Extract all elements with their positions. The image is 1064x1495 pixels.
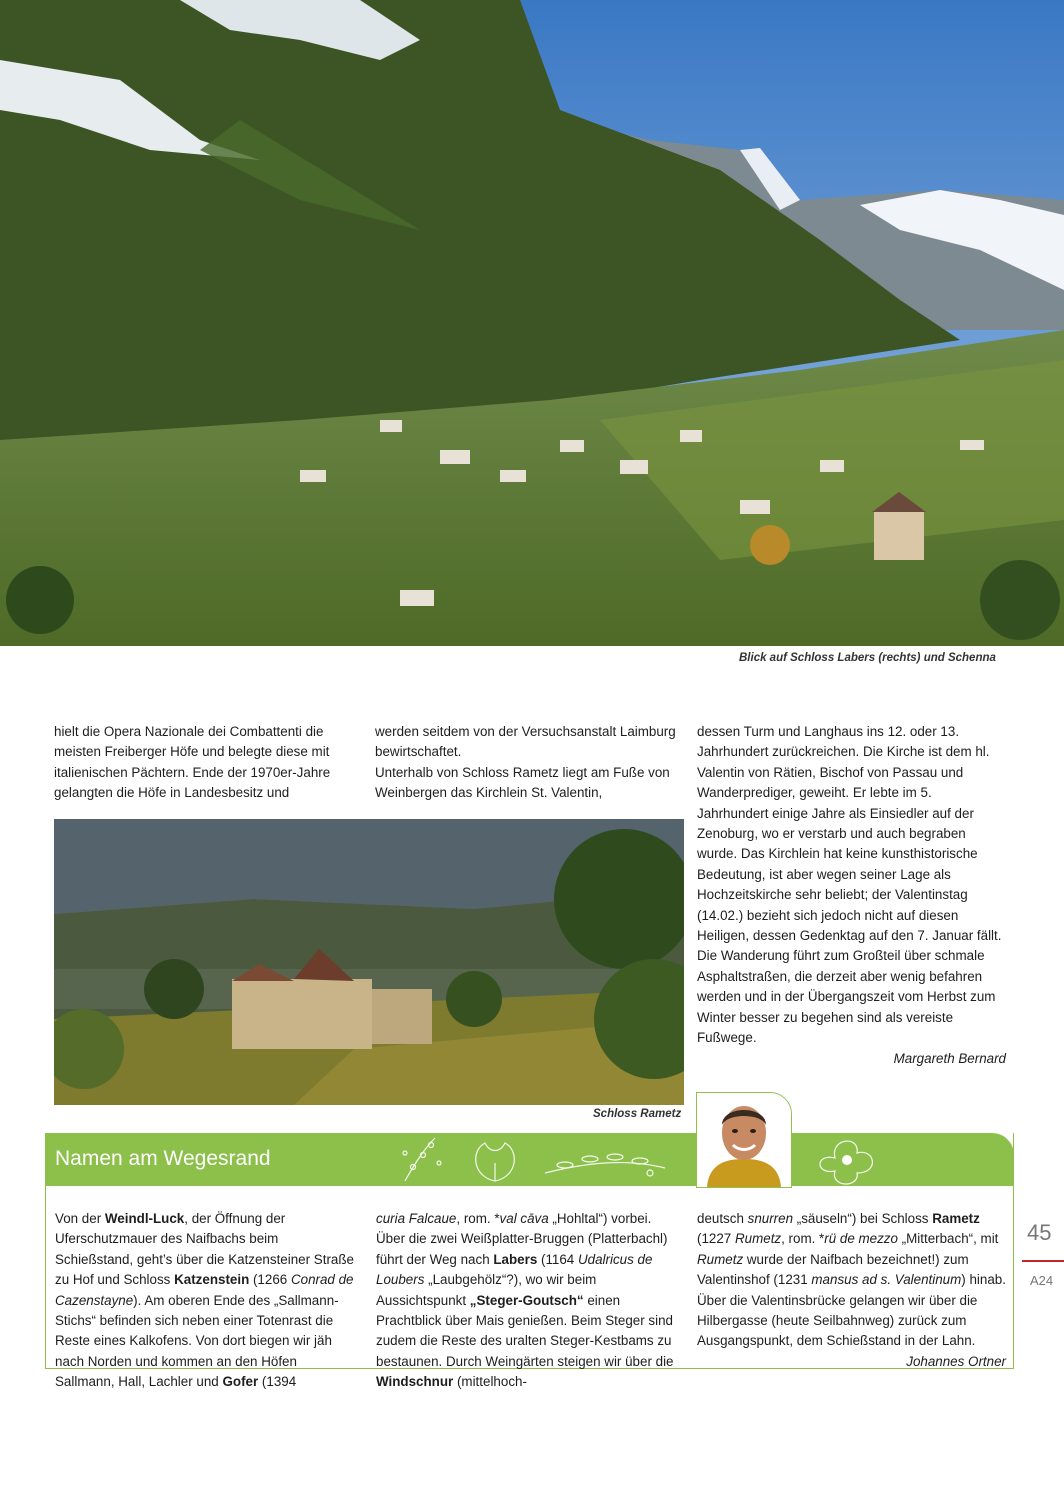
article-paragraph: Die Wanderung führt zum Großteil über schmale Asphaltstraßen, die derzeit aber wenig befahren werden und in der Übergangszeit vom Herbst zum Winter besser zu begehen sind als vereiste Fußwege. xyxy=(697,948,996,1046)
article-column-2 xyxy=(375,722,682,804)
article-column-3 xyxy=(697,722,1006,1069)
info-box-author: Johannes Ortner xyxy=(906,1353,1006,1369)
castle-photo xyxy=(54,819,684,1105)
info-box-column-2 xyxy=(376,1209,682,1393)
info-box-title: Namen am Wegesrand xyxy=(55,1147,271,1170)
hero-landscape xyxy=(0,0,1064,646)
article-paragraph: dessen Turm und Langhaus ins 12. oder 13. Jahrhundert zurückreichen. Die Kirche ist dem hl. Valentin von Rätien, Bischof von Passau und Wanderprediger, geweiht. Er lebte im 5. Jahrhundert einige Jahre als Einsiedler auf der Zenoburg, wo er verstarb und auch begraben wurde. Das Kirchlein hat keine kunsthistorische Bedeutung, ist aber wegen seiner Lage als Hochzeitskirche sehr beliebt; der Valentinstag (14.02.) bezieht sich jedoch nicht auf diesen Heiligen, dessen Gedenktag auf den 7. Januar fällt. xyxy=(697,724,1002,944)
hero-photo xyxy=(0,0,1064,646)
info-box-column-1 xyxy=(55,1209,360,1393)
author-portrait xyxy=(696,1092,792,1188)
article-column-1 xyxy=(54,722,361,804)
article-paragraph: werden seitdem von der Versuchsanstalt Laimburg bewirtschaftet. xyxy=(375,724,676,760)
info-paragraph: curia Falcaue, rom. *val cāva „Hohltal“) vorbei. Über die zwei Weißplatter-Bruggen (Platterbachl) führt der Weg nach Labers (1164 Udalricus de Loubers „Laubgehölz“?), wo wir beim Aussichtspunkt „Steger-Goutsch“ einen Prachtblick über Mais genießen. Beim Steger sind zudem die Reste des uralten Steger-Kestbams zu bestaunen. Durch Weingärten steigen wir über die Windschnur (mittelhoch- xyxy=(376,1211,674,1390)
info-paragraph: deutsch snurren „säuseln“) bei Schloss Rametz (1227 Rumetz, rom. *rü de mezzo „Mitterbach“, mit Rumetz wurde der Naifbach bezeichnet!) zum Valentinshof (1231 mansus ad s. Valentinum) hinab. Über die Valentinsbrücke gelangen wir über die Hilbergasse (heute Seilbahnweg) zurück zum Ausgangspunkt, dem Schießstand in der Lahn. xyxy=(697,1211,1006,1349)
page-code: A24 xyxy=(1030,1273,1054,1288)
castle-landscape xyxy=(54,819,684,1105)
hero-caption: Blick auf Schloss Labers (rechts) und Schenna xyxy=(739,652,996,664)
portrait-avatar xyxy=(697,1093,791,1187)
article-author: Margareth Bernard xyxy=(893,1050,1006,1066)
page-number: 45 xyxy=(1027,1220,1052,1245)
castle-caption: Schloss Rametz xyxy=(593,1108,682,1120)
article-paragraph: hielt die Opera Nazionale dei Combattenti die meisten Freiberger Höfe und belegte diese mit italienischen Pächtern. Ende der 1970er-Jahre gelangten die Höfe in Landesbesitz und xyxy=(54,724,331,801)
page-divider xyxy=(1022,1260,1064,1262)
article-paragraph: Unterhalb von Schloss Rametz liegt am Fuße von Weinbergen das Kirchlein St. Valentin, xyxy=(375,764,670,801)
info-box-column-3 xyxy=(697,1209,1006,1372)
info-paragraph: Von der Weindl-Luck, der Öffnung der Uferschutzmauer des Naifbachs beim Schießstand, geht’s über die Katzensteiner Straße zu Hof und Schloss Katzenstein (1266 Conrad de Cazenstayne). Am oberen Ende des „Sallmann-Stichs“ befinden sich neben einer Totenrast die Reste eines Kalkofens. Von dort biegen wir jäh nach Norden und kommen an den Höfen Sallmann, Hall, Lachler und Gofer (1394 xyxy=(55,1211,354,1390)
